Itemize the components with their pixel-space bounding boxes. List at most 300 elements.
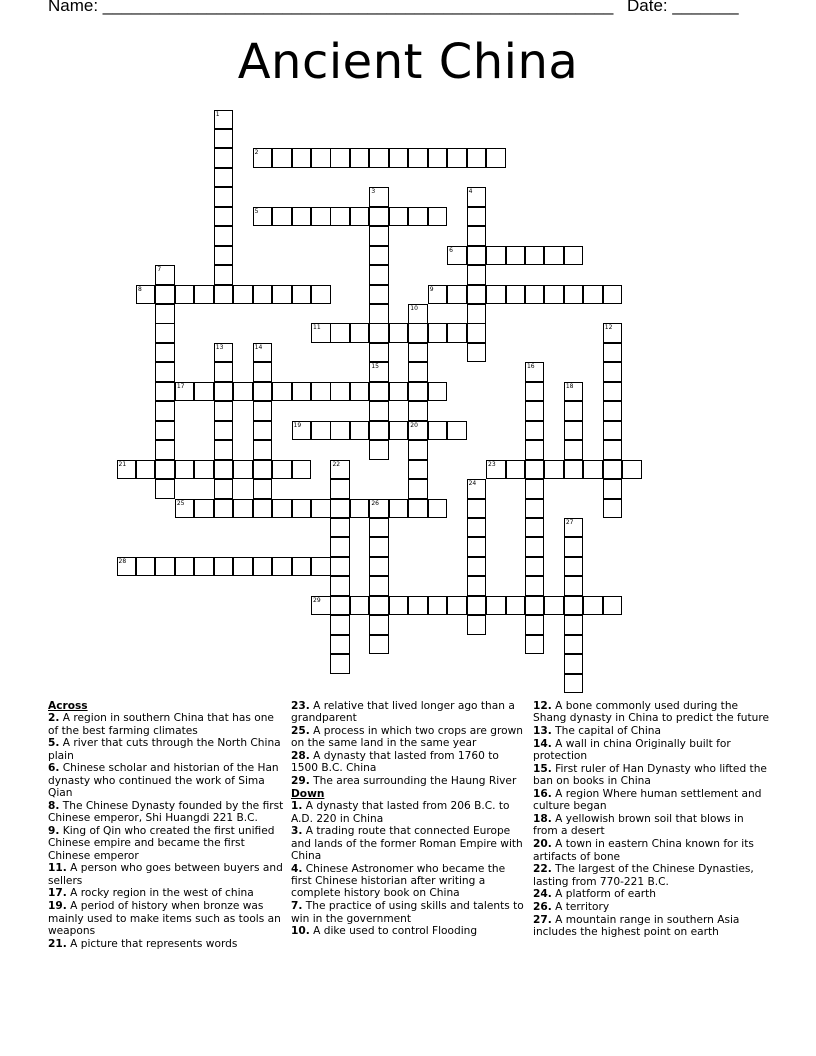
clue-number: 8 bbox=[137, 285, 142, 293]
clue-item bbox=[533, 813, 769, 838]
clue-item bbox=[291, 863, 526, 900]
grid-cell[interactable] bbox=[330, 576, 350, 596]
grid-cell[interactable] bbox=[194, 499, 214, 519]
grid-cell[interactable] bbox=[155, 343, 175, 363]
grid-cell[interactable] bbox=[175, 460, 195, 480]
clue-item-number: 6. bbox=[48, 762, 60, 775]
grid-cell[interactable] bbox=[155, 382, 175, 402]
grid-cell[interactable] bbox=[214, 265, 234, 285]
grid-cell[interactable] bbox=[214, 148, 234, 168]
grid-cell[interactable] bbox=[369, 265, 389, 285]
grid-cell[interactable] bbox=[564, 615, 584, 635]
grid-cell[interactable] bbox=[525, 557, 545, 577]
grid-cell[interactable] bbox=[583, 285, 603, 305]
grid-cell[interactable] bbox=[253, 382, 273, 402]
grid-cell[interactable] bbox=[233, 382, 253, 402]
grid-cell[interactable] bbox=[603, 382, 623, 402]
grid-cell[interactable] bbox=[408, 148, 428, 168]
grid-cell[interactable] bbox=[214, 246, 234, 266]
grid-cell[interactable] bbox=[467, 265, 487, 285]
across-clue-list-continued bbox=[291, 700, 526, 788]
grid-cell[interactable] bbox=[272, 499, 292, 519]
grid-cell[interactable] bbox=[486, 285, 506, 305]
grid-cell[interactable] bbox=[292, 285, 312, 305]
grid-cell[interactable] bbox=[330, 323, 350, 343]
grid-cell[interactable] bbox=[253, 401, 273, 421]
grid-cell[interactable] bbox=[467, 207, 487, 227]
grid-cell[interactable] bbox=[564, 537, 584, 557]
grid-cell[interactable] bbox=[350, 596, 370, 616]
grid-cell[interactable] bbox=[253, 285, 273, 305]
grid-cell[interactable] bbox=[389, 323, 409, 343]
grid-cell[interactable] bbox=[292, 382, 312, 402]
grid-cell[interactable] bbox=[428, 207, 448, 227]
clue-item bbox=[533, 763, 769, 788]
grid-cell[interactable] bbox=[428, 285, 448, 305]
grid-cell[interactable] bbox=[564, 654, 584, 674]
grid-cell[interactable] bbox=[525, 362, 545, 382]
clue-item-number: 26. bbox=[533, 901, 552, 914]
grid-cell[interactable] bbox=[214, 557, 234, 577]
grid-cell[interactable] bbox=[311, 285, 331, 305]
grid-cell[interactable] bbox=[622, 460, 642, 480]
grid-cell[interactable] bbox=[389, 148, 409, 168]
grid-cell[interactable] bbox=[506, 246, 526, 266]
clue-item bbox=[48, 712, 286, 737]
grid-cell[interactable] bbox=[564, 285, 584, 305]
grid-cell[interactable] bbox=[369, 148, 389, 168]
clue-item bbox=[48, 887, 286, 899]
clue-number: 14 bbox=[254, 343, 263, 351]
grid-cell[interactable] bbox=[292, 499, 312, 519]
grid-cell[interactable] bbox=[330, 499, 350, 519]
clue-number: 13 bbox=[215, 343, 224, 351]
grid-cell[interactable] bbox=[583, 460, 603, 480]
grid-cell[interactable] bbox=[272, 285, 292, 305]
clue-item-number: 15. bbox=[533, 762, 552, 775]
grid-cell[interactable] bbox=[369, 440, 389, 460]
clue-item-text: A dike used to control Flooding bbox=[309, 925, 478, 938]
clue-item-number: 8. bbox=[48, 799, 60, 812]
grid-cell[interactable] bbox=[214, 226, 234, 246]
grid-cell[interactable] bbox=[311, 323, 331, 343]
grid-cell[interactable] bbox=[408, 382, 428, 402]
grid-cell[interactable] bbox=[214, 421, 234, 441]
grid-cell[interactable] bbox=[389, 382, 409, 402]
clue-item-text: A territory bbox=[551, 901, 610, 914]
clue-item-number: 22. bbox=[533, 863, 552, 876]
grid-cell[interactable] bbox=[525, 401, 545, 421]
grid-cell[interactable] bbox=[369, 576, 389, 596]
grid-cell[interactable] bbox=[214, 343, 234, 363]
grid-cell[interactable] bbox=[330, 615, 350, 635]
grid-cell[interactable] bbox=[253, 440, 273, 460]
clue-item-number: 5. bbox=[48, 737, 60, 750]
date-field[interactable]: Date: _______ bbox=[627, 0, 739, 15]
clue-number: 4 bbox=[468, 188, 473, 196]
grid-cell[interactable] bbox=[603, 343, 623, 363]
grid-cell[interactable] bbox=[428, 148, 448, 168]
grid-cell[interactable] bbox=[447, 421, 467, 441]
grid-cell[interactable] bbox=[525, 615, 545, 635]
grid-cell[interactable] bbox=[564, 518, 584, 538]
grid-cell[interactable] bbox=[389, 421, 409, 441]
grid-cell[interactable] bbox=[447, 148, 467, 168]
grid-cell[interactable] bbox=[467, 343, 487, 363]
grid-cell[interactable] bbox=[253, 207, 273, 227]
grid-cell[interactable] bbox=[369, 382, 389, 402]
grid-cell[interactable] bbox=[194, 285, 214, 305]
grid-cell[interactable] bbox=[311, 596, 331, 616]
grid-cell[interactable] bbox=[603, 362, 623, 382]
grid-cell[interactable] bbox=[467, 226, 487, 246]
grid-cell[interactable] bbox=[525, 518, 545, 538]
grid-cell[interactable] bbox=[369, 207, 389, 227]
grid-cell[interactable] bbox=[564, 460, 584, 480]
grid-cell[interactable] bbox=[155, 362, 175, 382]
grid-cell[interactable] bbox=[155, 401, 175, 421]
grid-cell[interactable] bbox=[525, 635, 545, 655]
grid-cell[interactable] bbox=[311, 557, 331, 577]
grid-cell[interactable] bbox=[253, 148, 273, 168]
grid-cell[interactable] bbox=[369, 557, 389, 577]
grid-cell[interactable] bbox=[175, 557, 195, 577]
grid-cell[interactable] bbox=[330, 460, 350, 480]
grid-cell[interactable] bbox=[544, 460, 564, 480]
clue-number: 23 bbox=[488, 460, 496, 468]
grid-cell[interactable] bbox=[311, 207, 331, 227]
clue-number: 9 bbox=[429, 285, 434, 293]
grid-cell[interactable] bbox=[233, 460, 253, 480]
grid-cell[interactable] bbox=[447, 596, 467, 616]
grid-cell[interactable] bbox=[330, 654, 350, 674]
grid-cell[interactable] bbox=[564, 440, 584, 460]
grid-cell[interactable] bbox=[467, 304, 487, 324]
clue-item-text: A picture that represents words bbox=[66, 937, 238, 950]
grid-cell[interactable] bbox=[506, 596, 526, 616]
grid-cell[interactable] bbox=[272, 557, 292, 577]
clues-column-2 bbox=[291, 700, 526, 938]
grid-cell[interactable] bbox=[486, 246, 506, 266]
clue-item-text: A dynasty that lasted from 206 B.C. to A.D. 220 in China bbox=[291, 800, 510, 825]
grid-cell[interactable] bbox=[272, 460, 292, 480]
grid-cell[interactable] bbox=[525, 576, 545, 596]
grid-cell[interactable] bbox=[603, 479, 623, 499]
grid-cell[interactable] bbox=[544, 285, 564, 305]
grid-cell[interactable] bbox=[525, 537, 545, 557]
grid-cell[interactable] bbox=[369, 518, 389, 538]
grid-cell[interactable] bbox=[136, 460, 156, 480]
grid-cell[interactable] bbox=[525, 382, 545, 402]
grid-cell[interactable] bbox=[525, 499, 545, 519]
grid-cell[interactable] bbox=[155, 479, 175, 499]
grid-cell[interactable] bbox=[369, 421, 389, 441]
grid-cell[interactable] bbox=[603, 285, 623, 305]
grid-cell[interactable] bbox=[467, 323, 487, 343]
clue-number: 7 bbox=[157, 266, 162, 274]
grid-cell[interactable] bbox=[525, 421, 545, 441]
clue-item bbox=[48, 800, 286, 825]
clue-item bbox=[48, 825, 286, 862]
grid-cell[interactable] bbox=[194, 557, 214, 577]
grid-cell[interactable] bbox=[292, 557, 312, 577]
grid-cell[interactable] bbox=[369, 537, 389, 557]
grid-cell[interactable] bbox=[467, 576, 487, 596]
grid-cell[interactable] bbox=[428, 421, 448, 441]
grid-cell[interactable] bbox=[330, 207, 350, 227]
grid-cell[interactable] bbox=[155, 440, 175, 460]
grid-cell[interactable] bbox=[408, 421, 428, 441]
grid-cell[interactable] bbox=[544, 246, 564, 266]
grid-cell[interactable] bbox=[253, 460, 273, 480]
grid-cell[interactable] bbox=[564, 421, 584, 441]
grid-cell[interactable] bbox=[311, 148, 331, 168]
grid-cell[interactable] bbox=[564, 674, 584, 694]
grid-cell[interactable] bbox=[467, 246, 487, 266]
grid-cell[interactable] bbox=[369, 343, 389, 363]
grid-cell[interactable] bbox=[117, 460, 137, 480]
clue-number: 19 bbox=[293, 421, 302, 429]
grid-cell[interactable] bbox=[214, 110, 234, 130]
grid-cell[interactable] bbox=[233, 499, 253, 519]
grid-cell[interactable] bbox=[330, 537, 350, 557]
grid-cell[interactable] bbox=[564, 401, 584, 421]
grid-cell[interactable] bbox=[408, 343, 428, 363]
grid-cell[interactable] bbox=[214, 187, 234, 207]
clue-item-number: 20. bbox=[533, 838, 552, 851]
grid-cell[interactable] bbox=[253, 421, 273, 441]
grid-cell[interactable] bbox=[330, 382, 350, 402]
grid-cell[interactable] bbox=[175, 499, 195, 519]
grid-cell[interactable] bbox=[408, 362, 428, 382]
grid-cell[interactable] bbox=[603, 421, 623, 441]
grid-cell[interactable] bbox=[564, 557, 584, 577]
grid-cell[interactable] bbox=[369, 596, 389, 616]
grid-cell[interactable] bbox=[486, 148, 506, 168]
grid-cell[interactable] bbox=[136, 285, 156, 305]
grid-cell[interactable] bbox=[330, 479, 350, 499]
clue-item-text: A town in eastern China known for its artifacts of bone bbox=[533, 838, 754, 863]
grid-cell[interactable] bbox=[467, 285, 487, 305]
clue-number: 28 bbox=[118, 557, 127, 565]
grid-cell[interactable] bbox=[506, 285, 526, 305]
grid-cell[interactable] bbox=[447, 246, 467, 266]
grid-cell[interactable] bbox=[544, 596, 564, 616]
grid-cell[interactable] bbox=[292, 421, 312, 441]
grid-cell[interactable] bbox=[233, 285, 253, 305]
clue-item bbox=[533, 700, 769, 725]
clues-column-1 bbox=[48, 700, 286, 950]
grid-cell[interactable] bbox=[408, 207, 428, 227]
grid-cell[interactable] bbox=[214, 207, 234, 227]
grid-cell[interactable] bbox=[408, 401, 428, 421]
grid-cell[interactable] bbox=[253, 362, 273, 382]
grid-cell[interactable] bbox=[330, 518, 350, 538]
clue-item-number: 28. bbox=[291, 750, 310, 763]
grid-cell[interactable] bbox=[467, 499, 487, 519]
grid-cell[interactable] bbox=[272, 382, 292, 402]
grid-cell[interactable] bbox=[428, 323, 448, 343]
grid-cell[interactable] bbox=[467, 537, 487, 557]
grid-cell[interactable] bbox=[525, 440, 545, 460]
grid-cell[interactable] bbox=[583, 596, 603, 616]
grid-cell[interactable] bbox=[233, 557, 253, 577]
grid-cell[interactable] bbox=[214, 460, 234, 480]
grid-cell[interactable] bbox=[369, 246, 389, 266]
grid-cell[interactable] bbox=[253, 479, 273, 499]
name-field[interactable]: Name: ______________________________________________________ bbox=[48, 0, 614, 15]
grid-cell[interactable] bbox=[389, 499, 409, 519]
grid-cell[interactable] bbox=[369, 285, 389, 305]
grid-cell[interactable] bbox=[350, 207, 370, 227]
clue-item-number: 10. bbox=[291, 925, 310, 938]
grid-cell[interactable] bbox=[214, 382, 234, 402]
grid-cell[interactable] bbox=[603, 499, 623, 519]
grid-cell[interactable] bbox=[603, 401, 623, 421]
grid-cell[interactable] bbox=[155, 460, 175, 480]
grid-cell[interactable] bbox=[369, 304, 389, 324]
grid-cell[interactable] bbox=[603, 323, 623, 343]
grid-cell[interactable] bbox=[214, 362, 234, 382]
grid-cell[interactable] bbox=[467, 148, 487, 168]
grid-cell[interactable] bbox=[175, 285, 195, 305]
grid-cell[interactable] bbox=[155, 304, 175, 324]
grid-cell[interactable] bbox=[136, 557, 156, 577]
grid-cell[interactable] bbox=[155, 323, 175, 343]
grid-cell[interactable] bbox=[389, 596, 409, 616]
grid-cell[interactable] bbox=[564, 246, 584, 266]
grid-cell[interactable] bbox=[603, 460, 623, 480]
grid-cell[interactable] bbox=[564, 382, 584, 402]
grid-cell[interactable] bbox=[311, 421, 331, 441]
grid-cell[interactable] bbox=[214, 499, 234, 519]
grid-cell[interactable] bbox=[603, 440, 623, 460]
grid-cell[interactable] bbox=[369, 226, 389, 246]
grid-cell[interactable] bbox=[330, 557, 350, 577]
grid-cell[interactable] bbox=[350, 421, 370, 441]
grid-cell[interactable] bbox=[194, 382, 214, 402]
grid-cell[interactable] bbox=[194, 460, 214, 480]
grid-cell[interactable] bbox=[369, 323, 389, 343]
grid-cell[interactable] bbox=[467, 187, 487, 207]
clue-item-number: 4. bbox=[291, 862, 303, 875]
grid-cell[interactable] bbox=[467, 557, 487, 577]
grid-cell[interactable] bbox=[292, 460, 312, 480]
clue-item-text: The largest of the Chinese Dynasties, lasting from 770-221 B.C. bbox=[533, 863, 754, 888]
grid-cell[interactable] bbox=[428, 499, 448, 519]
grid-cell[interactable] bbox=[506, 460, 526, 480]
grid-cell[interactable] bbox=[389, 207, 409, 227]
clue-number: 2 bbox=[254, 149, 259, 157]
grid-cell[interactable] bbox=[272, 148, 292, 168]
grid-cell[interactable] bbox=[155, 421, 175, 441]
clue-item-number: 21. bbox=[48, 937, 67, 950]
grid-cell[interactable] bbox=[467, 615, 487, 635]
grid-cell[interactable] bbox=[253, 557, 273, 577]
grid-cell[interactable] bbox=[564, 576, 584, 596]
grid-cell[interactable] bbox=[214, 129, 234, 149]
clue-number: 22 bbox=[332, 460, 341, 468]
grid-cell[interactable] bbox=[292, 148, 312, 168]
grid-cell[interactable] bbox=[272, 207, 292, 227]
grid-cell[interactable] bbox=[467, 596, 487, 616]
grid-cell[interactable] bbox=[467, 479, 487, 499]
clue-item-text: A period of history when bronze was mainly used to make items such as tools an weapons bbox=[48, 900, 281, 937]
grid-cell[interactable] bbox=[330, 421, 350, 441]
grid-cell[interactable] bbox=[155, 285, 175, 305]
grid-cell[interactable] bbox=[369, 187, 389, 207]
grid-cell[interactable] bbox=[369, 499, 389, 519]
grid-cell[interactable] bbox=[253, 343, 273, 363]
grid-cell[interactable] bbox=[408, 479, 428, 499]
grid-cell[interactable] bbox=[408, 499, 428, 519]
grid-cell[interactable] bbox=[408, 323, 428, 343]
grid-cell[interactable] bbox=[214, 440, 234, 460]
clue-item-number: 9. bbox=[48, 824, 60, 837]
grid-cell[interactable] bbox=[369, 615, 389, 635]
grid-cell[interactable] bbox=[428, 382, 448, 402]
grid-cell[interactable] bbox=[117, 557, 137, 577]
grid-cell[interactable] bbox=[330, 635, 350, 655]
grid-cell[interactable] bbox=[603, 596, 623, 616]
grid-cell[interactable] bbox=[214, 401, 234, 421]
grid-cell[interactable] bbox=[311, 382, 331, 402]
grid-cell[interactable] bbox=[350, 148, 370, 168]
grid-cell[interactable] bbox=[330, 596, 350, 616]
grid-cell[interactable] bbox=[175, 382, 195, 402]
clue-number: 18 bbox=[565, 382, 574, 390]
grid-cell[interactable] bbox=[447, 323, 467, 343]
grid-cell[interactable] bbox=[564, 596, 584, 616]
grid-cell[interactable] bbox=[525, 479, 545, 499]
grid-cell[interactable] bbox=[369, 362, 389, 382]
grid-cell[interactable] bbox=[369, 635, 389, 655]
grid-cell[interactable] bbox=[350, 323, 370, 343]
grid-cell[interactable] bbox=[525, 285, 545, 305]
grid-cell[interactable] bbox=[311, 499, 331, 519]
grid-cell[interactable] bbox=[350, 499, 370, 519]
clue-item-text: A bone commonly used during the Shang dynasty in China to predict the future bbox=[533, 700, 769, 725]
clue-item-number: 19. bbox=[48, 900, 67, 913]
grid-cell[interactable] bbox=[369, 401, 389, 421]
grid-cell[interactable] bbox=[447, 285, 467, 305]
grid-cell[interactable] bbox=[408, 460, 428, 480]
grid-cell[interactable] bbox=[253, 499, 273, 519]
grid-cell[interactable] bbox=[525, 596, 545, 616]
grid-cell[interactable] bbox=[155, 557, 175, 577]
clue-number: 29 bbox=[313, 596, 321, 604]
grid-cell[interactable] bbox=[408, 440, 428, 460]
grid-cell[interactable] bbox=[564, 635, 584, 655]
grid-cell[interactable] bbox=[525, 246, 545, 266]
grid-cell[interactable] bbox=[214, 479, 234, 499]
grid-cell[interactable] bbox=[214, 168, 234, 188]
grid-cell[interactable] bbox=[408, 596, 428, 616]
grid-cell[interactable] bbox=[350, 382, 370, 402]
grid-cell[interactable] bbox=[467, 518, 487, 538]
grid-cell[interactable] bbox=[525, 460, 545, 480]
grid-cell[interactable] bbox=[330, 148, 350, 168]
clue-item-number: 11. bbox=[48, 862, 67, 875]
grid-cell[interactable] bbox=[486, 596, 506, 616]
grid-cell[interactable] bbox=[428, 596, 448, 616]
grid-cell[interactable] bbox=[486, 460, 506, 480]
clue-number: 1 bbox=[215, 110, 220, 118]
grid-cell[interactable] bbox=[214, 285, 234, 305]
grid-cell[interactable] bbox=[292, 207, 312, 227]
grid-cell[interactable] bbox=[155, 265, 175, 285]
grid-cell[interactable] bbox=[408, 304, 428, 324]
